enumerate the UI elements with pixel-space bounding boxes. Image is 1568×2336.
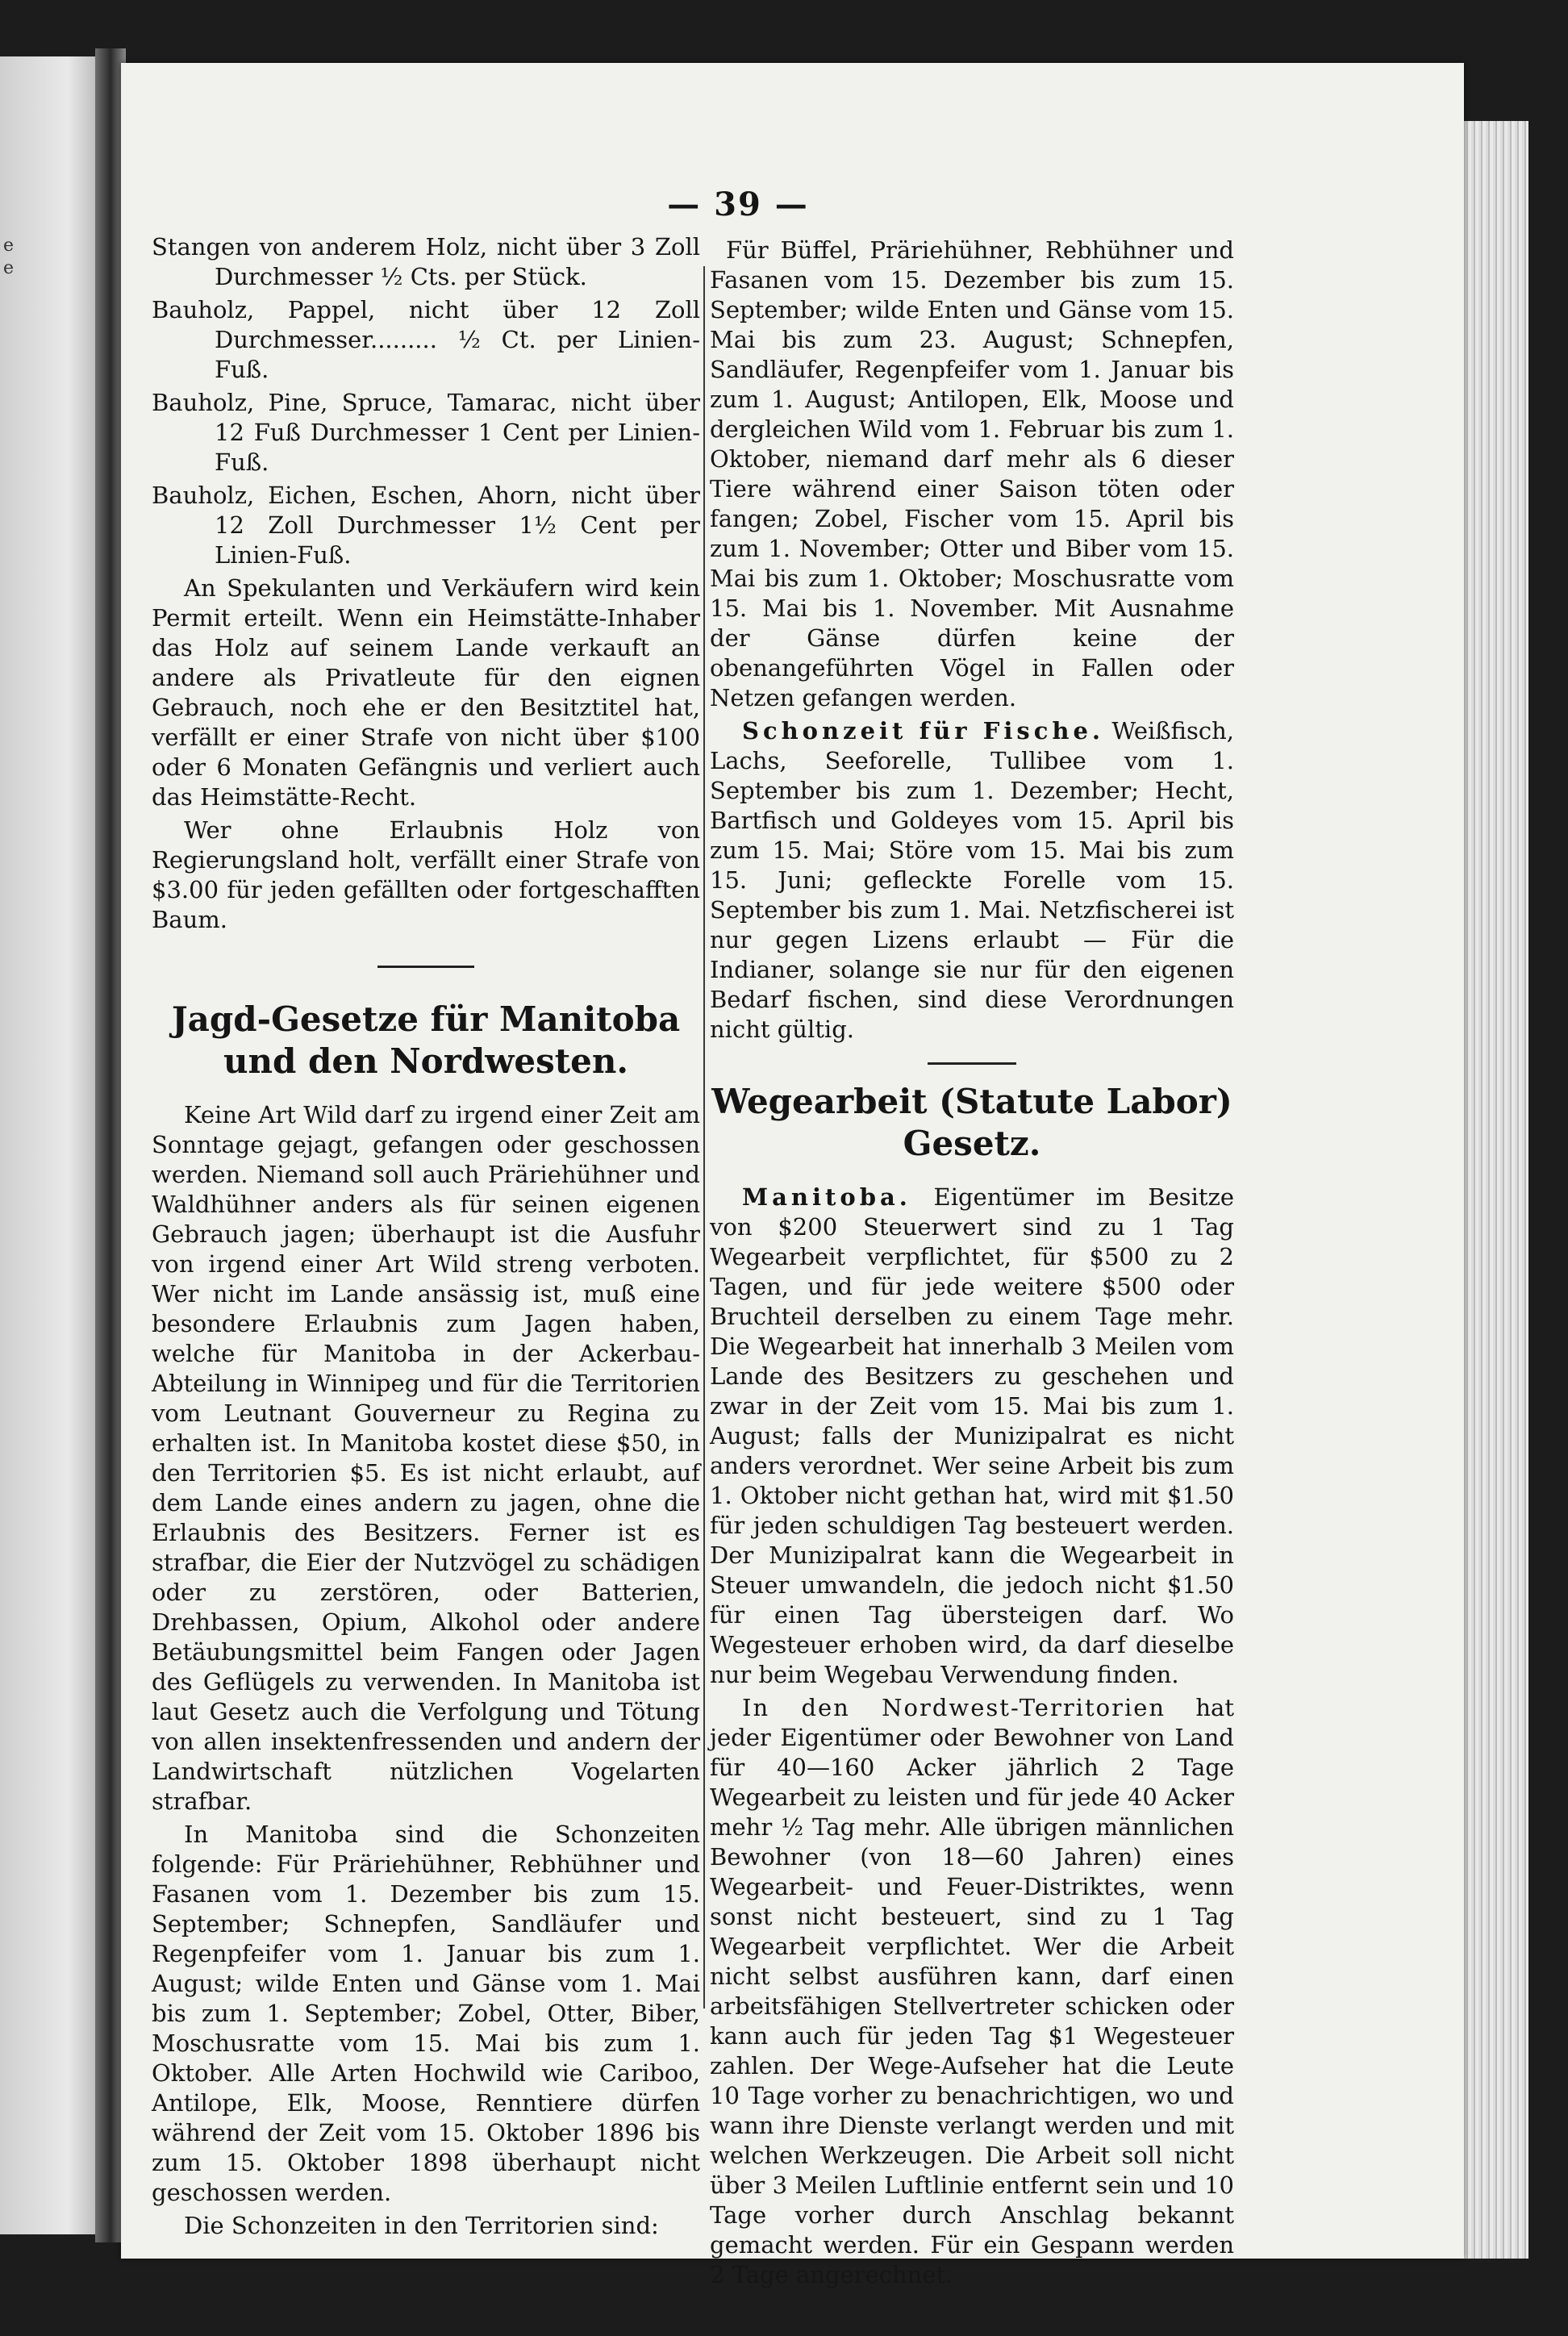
fish-text: Weißfisch, Lachs, Seeforelle, Tullibee vom 1. September bis zum 1. Dezember; Hecht, Bartfisch und Goldeyes vom 15. April bis zum 15. Mai; Störe vom 15. Mai bis zum 15. Juni; gefleckte Forelle vom 15. September bis zum 1. Mai. Netzfischerei ist nur gegen Lizens erlaubt — Für die Indianer, solange sie nur für den eigenen Bedarf fischen, sind diese Verordnungen nicht gültig. xyxy=(710,717,1234,1043)
fish-paragraph xyxy=(710,716,1234,1045)
paragraph: Für Büffel, Präriehühner, Rebhühner und Fasanen vom 15. Dezember bis zum 15. September; wilde Enten und Gänse vom 15. Mai bis zum 23. August; Schnepfen, Sandläufer, Regenpfeifer vom 1. Januar bis zum 1. August; Antilopen, Elk, Moose und dergleichen Wild vom 1. Februar bis zum 1. Oktober, niemand darf mehr als 6 dieser Tiere während einer Saison töten oder fangen; Zobel, Fischer vom 15. April bis zum 1. November; Otter und Biber vom 15. Mai bis zum 1. Oktober; Moschusratte vom 15. Mai bis 1. November. Mit Ausnahme der Gänse dürfen keine der obenangeführten Vögel in Fallen oder Netzen gefangen werden. xyxy=(710,236,1234,711)
timber-price-item: Bauholz, Eichen, Eschen, Ahorn, nicht über 12 Zoll Durchmesser 1½ Cent per Linien-Fuß. xyxy=(152,482,700,569)
facing-page-fragment: e xyxy=(3,258,15,278)
timber-price-item: Bauholz, Pine, Spruce, Tamarac, nicht über 12 Fuß Durchmesser 1 Cent per Linien-Fuß. xyxy=(152,389,700,476)
territories-lead-right: In den Nordwest-Territorien xyxy=(742,1694,1166,1721)
page-stack-edge xyxy=(1464,121,1528,2259)
paragraph: Keine Art Wild darf zu irgend einer Zeit am Sonntage gejagt, gefangen oder geschossen werden. Niemand soll auch Präriehühner und Waldhühner anders als für seinen eigenen Gebrauch jagen; überhaupt ist die Ausfuhr von irgend einer Art Wild streng verboten. Wer nicht im Lande ansässig ist, muß eine besondere Erlaubnis zum Jagen haben, welche für Manitoba in der Ackerbau-Abteilung in Winnipeg und für die Territorien vom Leutnant Gouverneur zu Regina zu erhalten ist. In Manitoba kostet diese $50, in den Territorien $5. Es ist nicht erlaubt, auf dem Lande eines andern zu jagen, ohne die Erlaubnis des Besitzers. Ferner ist es strafbar, die Eier der Nutzvögel zu schädigen oder zu zerstören, oder Batterien, Drehbassen, Opium, Alkohol oder andere Betäubungsmittel beim Fangen oder Jagen des Geflügels zu verwenden. In Manitoba ist laut Gesetz auch die Verfolgung und Tötung von allen insektenfressenden und andern der Landwirtschaft nützlichen Vogelarten strafbar. xyxy=(152,1101,700,1815)
section-rule xyxy=(928,1062,1016,1065)
facing-page-fragment: e xyxy=(3,236,15,256)
territories-paragraph xyxy=(710,1693,1234,2290)
paragraph: In Manitoba sind die Schonzeiten folgende: Für Präriehühner, Rebhühner und Fasanen vom 1. Dezember bis zum 15. September; Schnepfen, Sandläufer und Regenpfeifer vom 1. Januar bis zum 1. August; wilde Enten und Gänse vom 1. Mai bis zum 1. September; Zobel, Otter, Biber, Moschusratte vom 15. Mai bis zum 1. Oktober. Alle Arten Hochwild wie Cariboo, Antilope, Elk, Moose, Renntiere dürfen während der Zeit vom 15. Oktober 1896 bis zum 15. Oktober 1898 überhaupt nicht geschossen werden. xyxy=(152,1821,700,2206)
manitoba-text: Eigentümer im Besitze von $200 Steuerwert sind zu 1 Tag Wegearbeit verpflichtet, für $500 zu 2 Tagen, und für jede weitere $500 oder Bruchteil derselben zu einem Tage mehr. Die Wegearbeit hat innerhalb 3 Meilen vom Lande des Besitzers zu geschehen und zwar in der Zeit vom 15. Mai bis zum 1. August; falls der Munizipalrat es nicht anders verordnet. Wer seine Arbeit bis zum 1. Oktober nicht gethan hat, wird mit $1.50 für jeden schuldigen Tag besteuert werden. Der Munizipalrat kann die Wegearbeit in Steuer umwandeln, die jedoch nicht $1.50 für einen Tag übersteigen darf. Wo Wegesteuer erhoben wird, da darf dieselbe nur beim Wegebau Verwendung finden. xyxy=(710,1183,1235,1688)
paragraph: Wer ohne Erlaubnis Holz von Regierungsland holt, verfällt einer Strafe von $3.00 für jeden gefällten oder fortgeschafften Baum. xyxy=(152,816,700,933)
manitoba-paragraph xyxy=(710,1183,1234,1690)
timber-price-item: Stangen von anderem Holz, nicht über 3 Zoll Durchmesser ½ Cts. per Stück. xyxy=(152,233,700,290)
right-column xyxy=(710,232,1234,2290)
facing-page-edge xyxy=(0,56,97,2234)
fish-lead: Schonzeit für Fische. xyxy=(742,717,1104,745)
column-divider xyxy=(703,266,705,2009)
section-title-hunting-laws: Jagd-Gesetze für Manitoba und den Nordwesten. xyxy=(171,999,681,1081)
section-rule xyxy=(377,966,474,968)
manitoba-lead: Manitoba. xyxy=(742,1183,911,1211)
paragraph: An Spekulanten und Verkäufern wird kein Permit erteilt. Wenn ein Heimstätte-Inhaber das Holz auf seinem Lande verkauft an andere als Privatleute für den eignen Gebrauch, noch ehe er den Besitztitel hat, verfällt er einer Strafe von nicht über $100 oder 6 Monaten Gefängnis und verliert auch das Heimstätte-Recht. xyxy=(152,574,700,811)
page-number: — 39 — xyxy=(667,186,809,223)
section-title-road-work: Wegearbeit (Statute Labor) Gesetz. xyxy=(711,1082,1232,1163)
territories-text: hat jeder Eigentümer oder Bewohner von Land für 40—160 Acker jährlich 2 Tage Wegearbeit zu leisten und für jede 40 Acker mehr ½ Tag mehr. Alle übrigen männlichen Bewohner (von 18—60 Jahren) eines Wegearbeit- und Feuer-Distriktes, wenn sonst nicht besteuert, sind zu 1 Tag Wegearbeit verpflichtet. Wer die Arbeit nicht selbst ausführen kann, darf einen arbeitsfähigen Stellvertreter schicken oder kann auch für jeden Tag $1 Wegesteuer zahlen. Der Wege-Aufseher hat die Leute 10 Tage vorher zu benachrichtigen, wo und wann ihre Dienste verlangt werden und mit welchen Werkzeugen. Die Arbeit soll nicht über 3 Meilen Luftlinie entfernt sein und 10 Tage vorher durch Anschlag bekannt gemacht werden. Für ein Gespann werden 2 Tage angerechnet. xyxy=(710,1694,1234,2288)
timber-price-item: Bauholz, Pappel, nicht über 12 Zoll Durchmesser......... ½ Ct. per Linien-Fuß. xyxy=(152,296,700,383)
territories-lead: Die Schonzeiten in den Territorien sind: xyxy=(184,2212,659,2239)
left-column xyxy=(152,232,700,2241)
